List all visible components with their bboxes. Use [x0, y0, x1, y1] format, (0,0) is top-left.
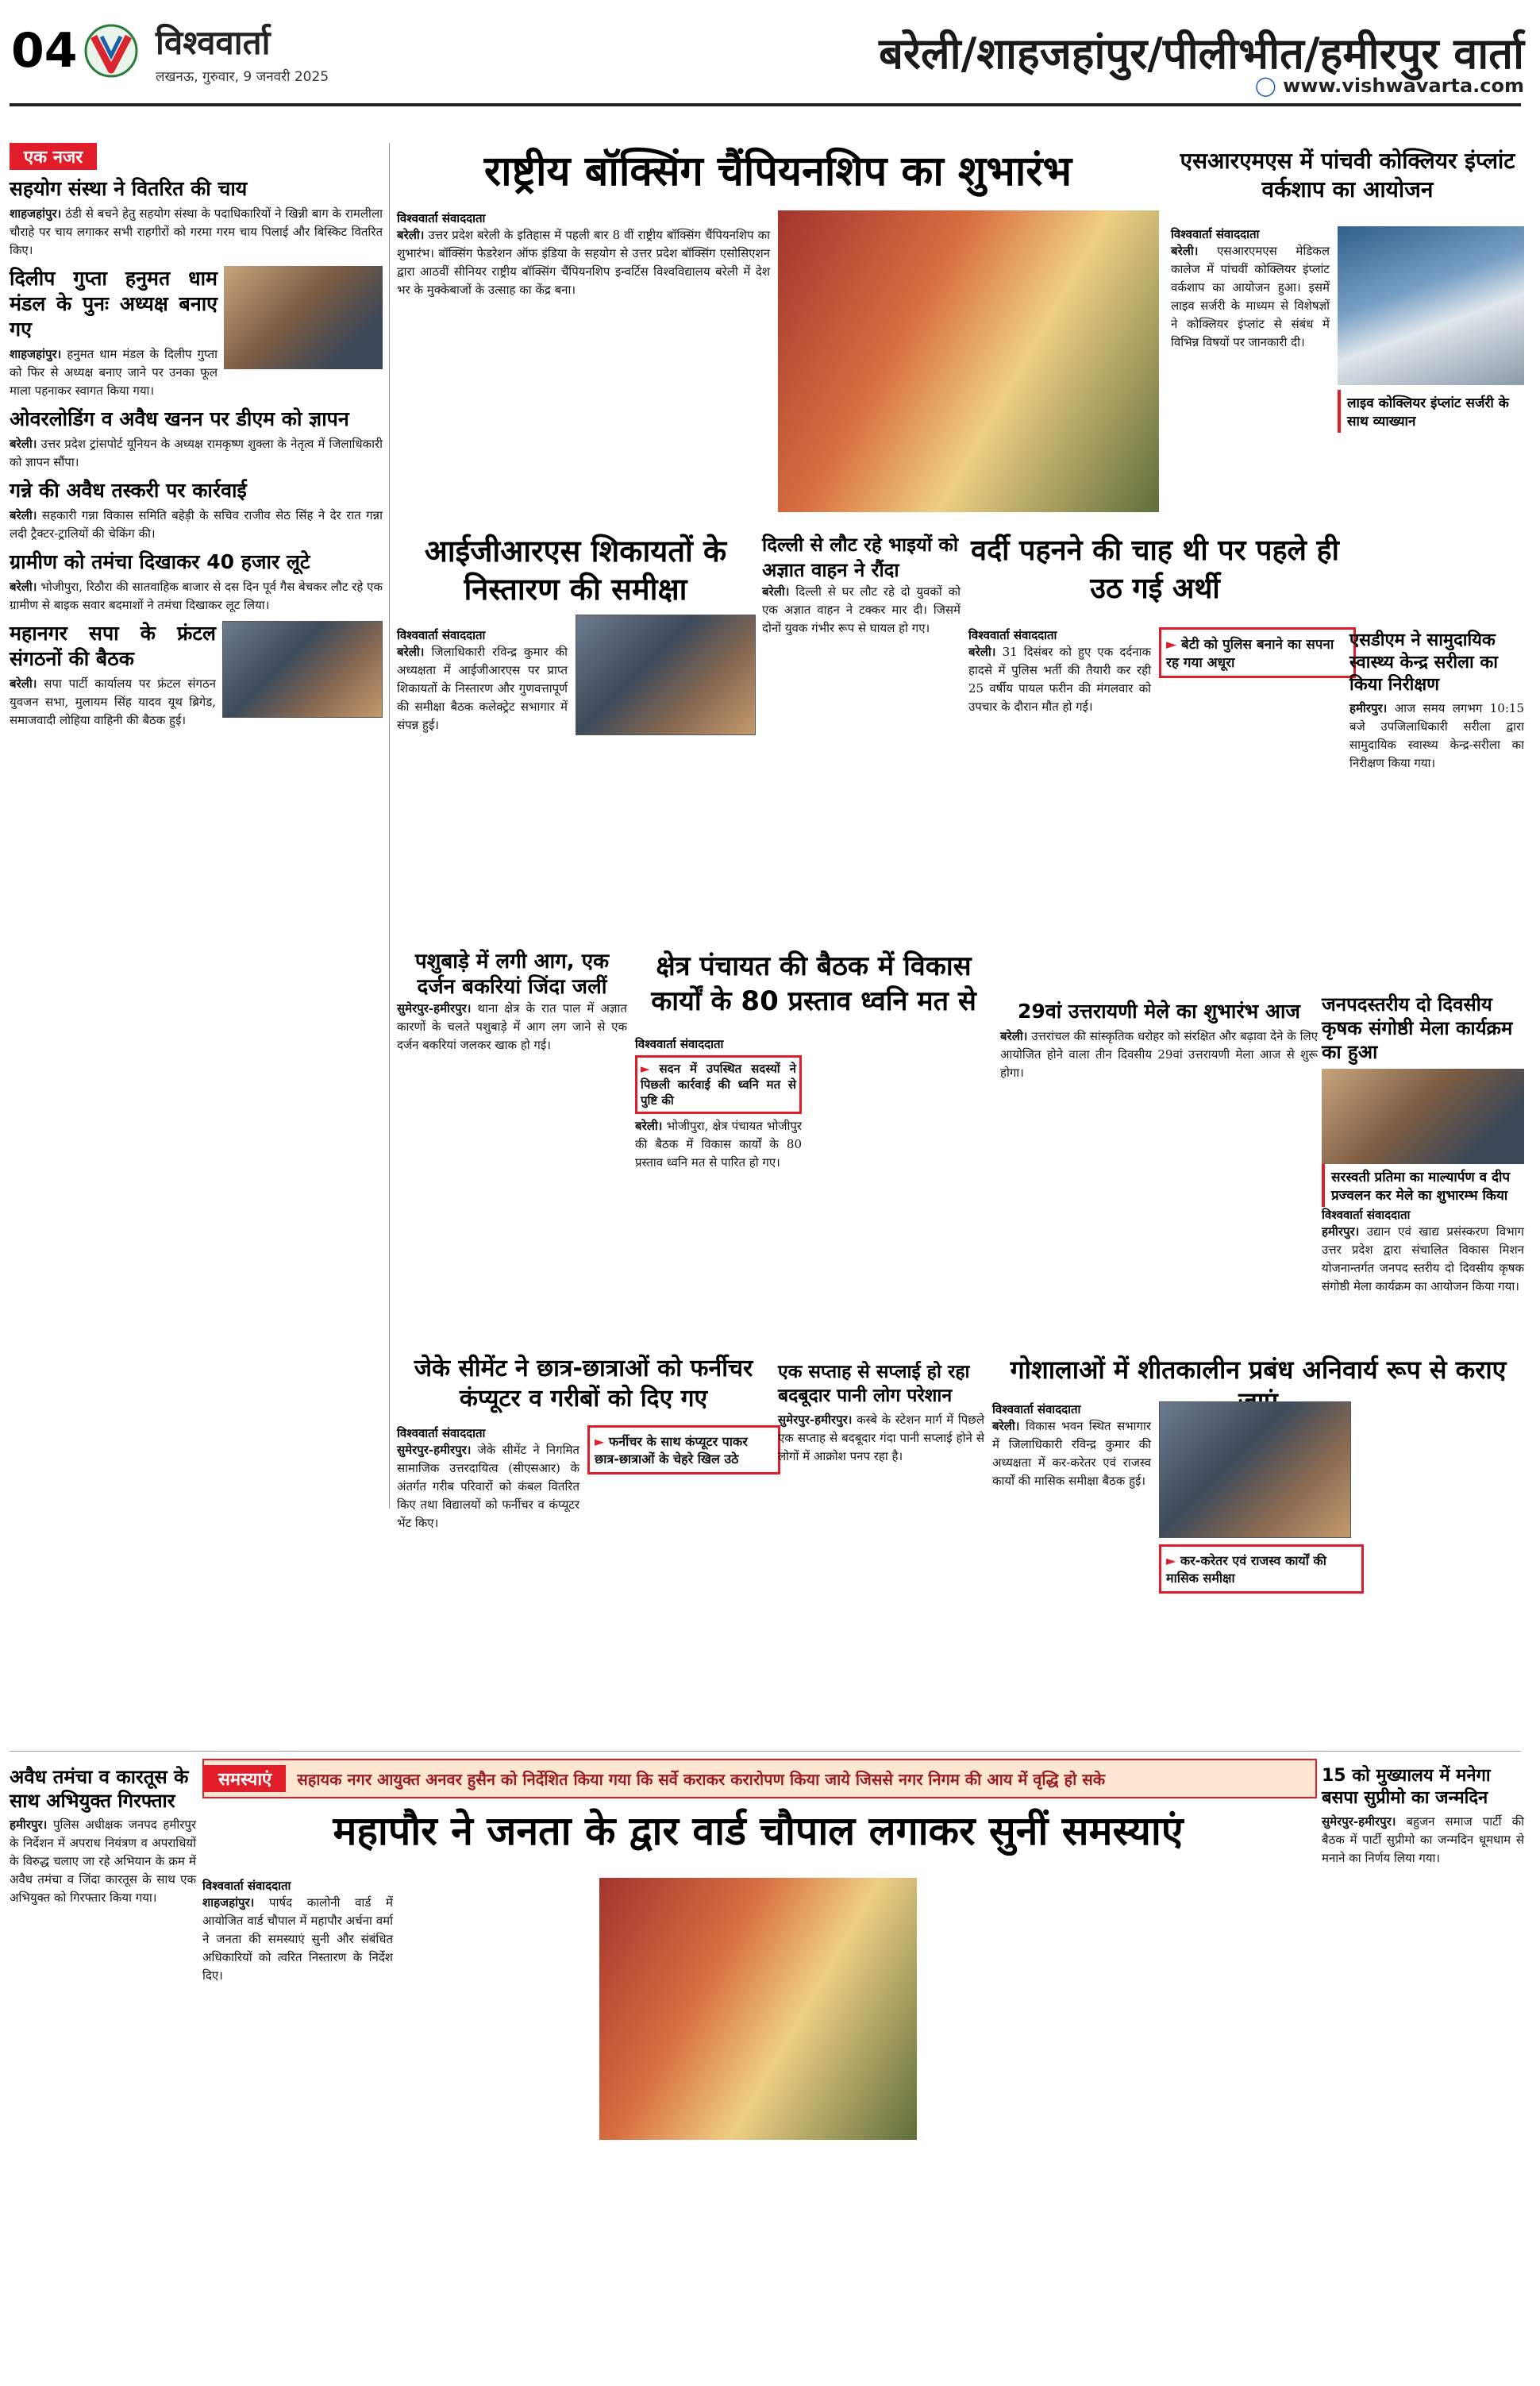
- igrs-headline: आईजीआरएस शिकायतों के निस्तारण की समीक्षा: [424, 534, 727, 607]
- sdm-headline: एसडीएम ने सामुदायिक स्वास्थ्य केन्द्र सरीला का किया निरीक्षण: [1349, 630, 1498, 695]
- brief-headline: दिलीप गुप्ता हनुमत धाम मंडल के पुनः अध्यक्ष बनाए गए: [10, 267, 218, 341]
- cement-headline: जेके सीमेंट ने छात्र-छात्राओं को फर्नीचर कंप्यूटर व गरीबों को दिए गए: [414, 1355, 753, 1413]
- brief-story-1: [10, 176, 383, 260]
- story-dateline: बरेली।: [397, 228, 425, 242]
- photo-caption: सरस्वती प्रतिमा का माल्यार्पण व दीप प्रज्वलन कर मेले का शुभारम्भ किया: [1322, 1164, 1524, 1207]
- brief-photo: [222, 621, 383, 718]
- bsp-headline: 15 को मुख्यालय में मनेगा बसपा सुप्रीमो का जन्मदिन: [1322, 1766, 1491, 1808]
- section-tag: समस्याएं: [204, 1765, 286, 1792]
- boxing-headline: राष्ट्रीय बॉक्सिंग चैंपियनशिप का शुभारंभ: [483, 148, 1072, 195]
- masthead-title-block: [156, 24, 441, 87]
- samasyaen-headline: महापौर ने जनता के द्वार वार्ड चौपाल लगाकर सुनीं समस्याएं: [333, 1808, 1184, 1854]
- pull-quote: ► सदन में उपस्थित सदस्यों ने पिछली कार्रवाई की ध्वनि मत से पुष्टि की: [635, 1055, 802, 1114]
- samasyaen-section: समस्याएं सहायक नगर आयुक्त अनवर हुसैन को निर्देशित किया गया कि सर्वे कराकर करारोपण किया जाये जिससे नगर निगम की आय में वृद्धि हो सके महापौर ने जनता के द्वार वार्ड चौपाल लगाकर सुनीं समस्याएं विश्ववार्ता संवाददाता शाहजहांपुर। पार्षद कालोनी वार्ड में आयोजित वार्ड चौपाल में महापौर अर्चना वर्मा ने जनता की समस्याएं सुनी और संबंधित अधिकारियों को त्वरित निस्तारण के निर्देश दिए।: [202, 1759, 1314, 2378]
- fire-headline: पशुबाड़े में लगी आग, एक दर्जन बकरियां जिंदा जलीं: [414, 950, 610, 999]
- samasyaen-photo: [599, 1878, 917, 2140]
- bsp-story: 15 को मुख्यालय में मनेगा बसपा सुप्रीमो का जन्मदिन सुमेरपुर-हमीरपुर। बहुजन समाज पार्टी की बैठक में पार्टी सुप्रीमो का जन्मदिन धूमधाम से मनाने का निर्णय लिया गया।: [1322, 1766, 1524, 1865]
- gaushala-story: गोशालाओं में शीतकालीन प्रबंध अनिवार्य रूप से कराए विश्ववार्ता संवाददाता बरेली। विकास भवन स्थित सभागार में जिलाधिकारी रविन्द्र कुमार की अध्यक्षता में कर-करेतर एवं राजस्व कार्यों की मासिक समीक्षा बैठक हुई। ► कर-करेतर एवं राजस्व कार्यों की मासिक समीक्षा: [992, 1354, 1524, 1743]
- brief-body: ठंडी से बचने हेतु सहयोग संस्था के पदाधिकारियों ने खिन्नी बाग के रामलीला चौराहे पर चाय लगाकर सभी राहगीरों को गरमा गरम चाय पिलाई और बिस्किट वितरित किए।: [10, 206, 383, 257]
- panchayat-headline: क्षेत्र पंचायत की बैठक में विकास कार्यों के 80 प्रस्ताव ध्वनि मत से: [651, 950, 976, 1017]
- krishak-story: जनपदस्तरीय दो दिवसीय कृषक संगोष्ठी मेला कार्यक्रम का हुआ सरस्वती प्रतिमा का माल्यार्पण व दीप प्रज्वलन कर मेले का शुभारम्भ किया विश्ववार्ता संवाददाता हमीरपुर। उद्यान एवं खाद्य प्रसंस्करण विभाग उत्तर प्रदेश द्वारा संचालित विकास मिशन योजनान्तर्गत जनपद स्तरीय दो दिवसीय कृषक संगोष्ठी मेला कार्यक्रम का आयोजन किया गया।: [1322, 993, 1524, 1293]
- uniform-headline: वर्दी पहनने की चाह थी पर पहले ही उठ गई अर्थी: [971, 534, 1339, 605]
- pull-quote: ► बेटी को पुलिस बनाने का सपना रह गया अधूरा: [1159, 627, 1356, 678]
- delhi-headline: दिल्ली से लौट रहे भाइयों को अज्ञात वाहन ने रौंदा: [762, 534, 959, 581]
- boxing-photo: [778, 210, 1159, 512]
- pull-quote: ► कर-करेतर एवं राजस्व कार्यों की मासिक समीक्षा: [1159, 1544, 1364, 1594]
- cochlear-photo: [1338, 226, 1524, 385]
- edition-title: बरेली/शाहजहांपुर/पीलीभीत/हमीरपुर वार्ता: [879, 29, 1524, 79]
- brief-story-6: महानगर सपा के फ्रंटल संगठनों की बैठक बरेली। सपा पार्टी कार्यालय पर फ्रंटल संगठन युवजन सभा, मुलायम सिंह यादव यूथ ब्रिगेड, समाजवादी लोहिया वाहिनी की बैठक हुई।: [10, 621, 383, 730]
- globe-icon: ◯: [1254, 75, 1284, 97]
- brief-dateline: शाहजहांपुर।: [10, 206, 62, 221]
- brief-headline: ओवरलोडिंग व अवैध खनन पर डीएम को ज्ञापन: [10, 407, 349, 430]
- water-headline: एक सप्ताह से सप्लाई हो रहा बदबूदार पानी लोग परेशान: [778, 1362, 970, 1406]
- newspaper-logo: [79, 22, 143, 79]
- brief-headline: ग्रामीण को तमंचा दिखाकर 40 हजार लूटे: [10, 550, 310, 573]
- arrest-story: अवैध तमंचा व कारतूस के साथ अभियुक्त गिरफ्तार हमीरपुर। पुलिस अधीक्षक जनपद हमीरपुर के निर्देशन में अपराध नियंत्रण व अपराधियों के विरुद्ध चलाए जा रहे अभियान के क्रम में अवैध तमंचा व जिंदा कारतूस के साथ एक अभियुक्त को गिरफ्तार किया गया।: [10, 1766, 196, 1905]
- gaushala-photo: [1159, 1401, 1351, 1538]
- sdm-story: एसडीएम ने सामुदायिक स्वास्थ्य केन्द्र सरीला का किया निरीक्षण हमीरपुर। आज समय लगभग 10:15 बजे उपजिलाधिकारी सरीला द्वारा सामुदायिक स्वास्थ्य केन्द्र-सरीला का निरीक्षण किया गया।: [1349, 630, 1524, 770]
- pull-quote: ► फर्नीचर के साथ कंप्यूटर पाकर छात्र-छात्राओं के चेहरे खिल उठे: [587, 1425, 780, 1474]
- cochlear-headline: एसआरएमएस में पांचवी कोक्लियर इंप्लांट वर्कशाप का आयोजन: [1180, 148, 1515, 202]
- paper-name: विश्ववार्ता: [156, 23, 271, 62]
- arrest-headline: अवैध तमंचा व कारतूस के साथ अभियुक्त गिरफ्तार: [10, 1766, 189, 1812]
- igrs-photo: [576, 615, 756, 735]
- brief-story-3: ओवरलोडिंग व अवैध खनन पर डीएम को ज्ञापन बरेली। उत्तर प्रदेश ट्रांसपोर्ट यूनियन के अध्यक्ष रामकृष्ण शुक्ला के नेतृत्व में जिलाधिकारी को ज्ञापन सौंपा।: [10, 407, 383, 469]
- brief-photo: [224, 266, 383, 369]
- brief-story-5: ग्रामीण को तमंचा दिखाकर 40 हजार लूटे बरेली। भोजीपुरा, रिठौरा की सातवाहिक बाजार से दस दिन पूर्व गैस बेचकर लौट रहे एक ग्रामीण से बाइक सवार बदमाशों ने तमंचा दिखाकर लूट लिया।: [10, 550, 383, 612]
- left-column: [10, 143, 383, 1509]
- brief-headline: सहयोग संस्था ने वितरित की चाय: [10, 177, 248, 200]
- banner-strip: [202, 1759, 1317, 1798]
- page-number: 04: [11, 23, 78, 79]
- banner-text: सहायक नगर आयुक्त अनवर हुसैन को निर्देशित किया गया कि सर्वे कराकर करारोपण किया जाये जिससे नगर निगम की आय में वृद्धि हो सके: [297, 1769, 1106, 1789]
- krishak-headline: जनपदस्तरीय दो दिवसीय कृषक संगोष्ठी मेला कार्यक्रम का हुआ: [1322, 993, 1513, 1063]
- igrs-story: आईजीआरएस शिकायतों के निस्तारण की समीक्षा विश्ववार्ता संवाददाता बरेली। जिलाधिकारी रविन्द्र कुमार की अध्यक्षता में आईजीआरएस पर प्राप्त शिकायतों के निस्तारण और गुणवत्तापूर्ण की समीक्षा बैठक कलेक्ट्रेट सभागार में संपन्न हुई।: [397, 532, 754, 937]
- panchayat-story: क्षेत्र पंचायत की बैठक में विकास कार्यों के 80 प्रस्ताव ध्वनि मत से विश्ववार्ता संवाददाता ► सदन में उपस्थित सदस्यों ने पिछली कार्रवाई की ध्वनि मत से पुष्टि की बरेली। भोजीपुरा, क्षेत्र पंचायत भोजीपुर की बैठक में विकास कार्यों के 80 प्रस्ताव ध्वनि मत से पारित हो गए।: [635, 949, 992, 1346]
- water-story: एक सप्ताह से सप्लाई हो रहा बदबूदार पानी लोग परेशान सुमेरपुर-हमीरपुर। कस्बे के स्टेशन मार्ग में पिछले एक सप्ताह से बदबूदार गंदा पानी सप्लाई होने से लोगों में आक्रोश पनप रहा है।: [778, 1362, 984, 1463]
- website-link[interactable]: [1175, 75, 1524, 98]
- byline: विश्ववार्ता संवाददाता: [397, 211, 486, 225]
- cochlear-story: एसआरएमएस में पांचवी कोक्लियर इंप्लांट वर्कशाप का आयोजन विश्ववार्ता संवाददाता बरेली। एसआरएमएस मेडिकल कालेज में पांचवीं कोक्लियर इंप्लांट वर्कशाप का आयोजन हुआ। इसमें लाइव सर्जरी के माध्यम से विशेषज्ञों ने कोक्लियर इंप्लांट से संबंध में विभिन्न विषयों पर जानकारी दी। लाइव कोक्लियर इंप्लांट सर्जरी के साथ व्याख्यान: [1171, 147, 1524, 615]
- section-tag: एक नजर: [10, 143, 383, 170]
- masthead-rule: [10, 103, 1521, 106]
- cement-story: जेके सीमेंट ने छात्र-छात्राओं को फर्नीचर कंप्यूटर व गरीबों को दिए गए विश्ववार्ता संवाददाता सुमेरपुर-हमीरपुर। जेके सीमेंट ने निगमित सामाजिक उत्तरदायित्व (सीएसआर) के अंतर्गत गरीब परिवारों को कंबल वितरित किए तथा विद्यालयों को फर्नीचर व कंप्यूटर भेंट किए। ► फर्नीचर के साथ कंप्यूटर पाकर छात्र-छात्राओं के चेहरे खिल उठे: [397, 1354, 770, 1743]
- dateline: लखनऊ, गुरुवार, 9 जनवरी 2025: [156, 69, 329, 85]
- brief-story-2: दिलीप गुप्ता हनुमत धाम मंडल के पुनः अध्यक्ष बनाए गए शाहजहांपुर। हनुमत धाम मंडल के दिलीप गुप्ता को फिर से अध्यक्ष बनाए जाने पर उनका फूल माला पहनाकर स्वागत किया गया।: [10, 266, 383, 400]
- story-body: उत्तर प्रदेश बरेली के इतिहास में पहली बार 8 वीं राष्ट्रीय बॉक्सिंग चैंपियनशिप का शुभारंभ। बॉक्सिंग फेडरेशन ऑफ इंडिया के सहयोग से उत्तर प्रदेश बॉक्सिंग एसोसिएशन द्वारा आठवीं सीनियर राष्ट्रीय बॉक्सिंग चैंपियनशिप इन्वर्टिस विश्वविद्यालय बरेली में देश भर के मुक्केबाजों के उत्साह का केंद्र बना।: [397, 228, 770, 297]
- section-divider: [10, 1751, 1521, 1752]
- boxing-story: [397, 147, 1159, 520]
- column-divider: [389, 143, 390, 1509]
- krishak-photo: [1322, 1069, 1524, 1164]
- uniform-story: वर्दी पहनने की चाह थी पर पहले ही उठ गई अर्थी विश्ववार्ता संवाददाता बरेली। 31 दिसंबर को हुए एक दर्दनाक हादसे में पुलिस भर्ती की तैयारी कर रही 25 वर्षीय पायल फरीन की मंगलवार को उपचार के दौरान मौत हो गई। ► बेटी को पुलिस बनाने का सपना रह गया अधूरा: [968, 532, 1342, 937]
- brief-story-4: गन्ने की अवैध तस्करी पर कार्रवाई बरेली। सहकारी गन्ना विकास समिति बहेड़ी के सचिव राजीव सेठ सिंह ने देर रात गन्ना लदी ट्रैक्टर-ट्रालियों की चेकिंग की।: [10, 479, 383, 541]
- brief-headline: महानगर सपा के फ्रंटल संगठनों की बैठक: [10, 622, 216, 670]
- uttarayani-headline: 29वां उत्तरायणी मेले का शुभारंभ आज: [1018, 1000, 1300, 1023]
- gaushala-headline: गोशालाओं में शीतकालीन प्रबंध अनिवार्य रूप से कराए: [1010, 1355, 1507, 1385]
- website-text: www.vishwavarta.com: [1283, 75, 1524, 97]
- brief-headline: गन्ने की अवैध तस्करी पर कार्रवाई: [10, 479, 247, 502]
- delhi-story: दिल्ली से लौट रहे भाइयों को अज्ञात वाहन ने रौंदा बरेली। दिल्ली से घर लौट रहे दो युवकों को एक अज्ञात वाहन ने टक्कर मार दी। जिसमें दोनों युवक गंभीर रूप से घायल हो गए।: [762, 534, 961, 635]
- photo-caption: लाइव कोक्लियर इंप्लांट सर्जरी के साथ व्याख्यान: [1338, 390, 1540, 433]
- uttarayani-story: 29वां उत्तरायणी मेले का शुभारंभ आज बरेली। उत्तरांचल की सांस्कृतिक धरोहर को संरक्षित और बढ़ावा देने के लिए आयोजित होने वाला तीन दिवसीय 29वां उत्तरायणी मेला आज से शुरू होगा।: [1000, 1000, 1318, 1080]
- fire-story: पशुबाड़े में लगी आग, एक दर्जन बकरियां जिंदा जलीं सुमेरपुर-हमीरपुर। थाना क्षेत्र के रात पाल में अज्ञात कारणों के चलते पशुबाड़े में आग लग जाने से एक दर्जन बकरियां जलकर खाक हो गई।: [397, 950, 627, 1052]
